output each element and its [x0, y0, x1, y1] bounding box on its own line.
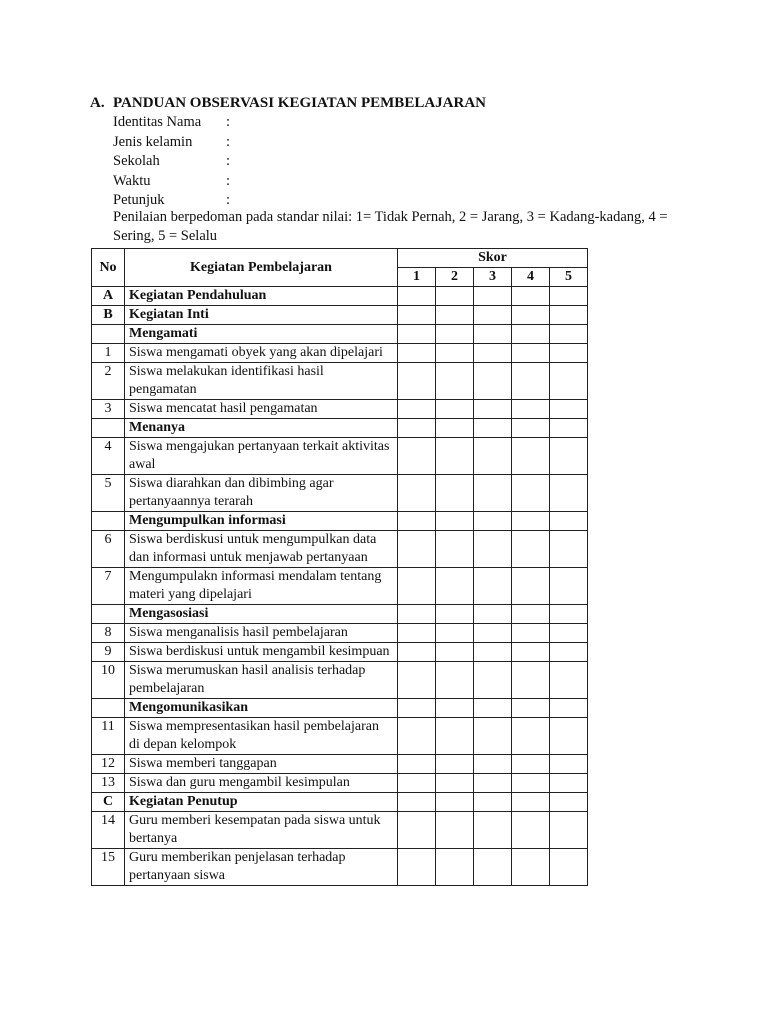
activity-description: Siswa dan guru mengambil kesimpulan [125, 774, 398, 793]
score-cell-2[interactable] [436, 419, 474, 438]
row-number: 13 [92, 774, 125, 793]
row-number [92, 699, 125, 718]
score-cell-3[interactable] [474, 718, 512, 755]
score-cell-2[interactable] [436, 512, 474, 531]
table-row [92, 699, 588, 718]
score-cell-2[interactable] [436, 793, 474, 812]
row-number: 7 [92, 568, 125, 605]
section-row-label: Kegiatan Pendahuluan [125, 287, 398, 306]
row-number [92, 512, 125, 531]
header-score: Skor [398, 249, 588, 268]
score-cell-4[interactable] [512, 718, 550, 755]
identity-row-name [113, 113, 230, 133]
row-number: 5 [92, 475, 125, 512]
score-cell-1[interactable] [398, 755, 436, 774]
section-title: PANDUAN OBSERVASI KEGIATAN PEMBELAJARAN [113, 95, 486, 111]
score-cell-4[interactable] [512, 605, 550, 624]
header-score-4: 4 [512, 268, 550, 287]
score-cell-3[interactable] [474, 793, 512, 812]
score-cell-4[interactable] [512, 568, 550, 605]
table-row [92, 438, 588, 475]
score-cell-3[interactable] [474, 774, 512, 793]
table-row [92, 662, 588, 699]
score-cell-1[interactable] [398, 531, 436, 568]
row-number: 15 [92, 849, 125, 886]
score-cell-1[interactable] [398, 718, 436, 755]
table-row [92, 774, 588, 793]
identity-label: Sekolah [113, 153, 160, 169]
score-cell-3[interactable] [474, 699, 512, 718]
section-heading [90, 94, 486, 112]
identity-separator: : [226, 153, 231, 169]
observation-table [91, 248, 588, 886]
score-cell-4[interactable] [512, 512, 550, 531]
score-cell-5[interactable] [550, 419, 588, 438]
score-cell-1[interactable] [398, 568, 436, 605]
table-row [92, 605, 588, 624]
score-cell-1[interactable] [398, 793, 436, 812]
score-cell-2[interactable] [436, 363, 474, 400]
score-cell-2[interactable] [436, 812, 474, 849]
identity-label: Petunjuk [113, 192, 165, 208]
score-cell-3[interactable] [474, 400, 512, 419]
score-cell-4[interactable] [512, 849, 550, 886]
header-score-3: 3 [474, 268, 512, 287]
score-cell-4[interactable] [512, 812, 550, 849]
section-row-label: Kegiatan Inti [125, 306, 398, 325]
table-row [92, 306, 588, 325]
score-cell-3[interactable] [474, 643, 512, 662]
score-cell-4[interactable] [512, 438, 550, 475]
section-row-label: Mengomunikasikan [125, 699, 398, 718]
score-cell-5[interactable] [550, 643, 588, 662]
score-cell-5[interactable] [550, 812, 588, 849]
score-cell-1[interactable] [398, 643, 436, 662]
score-cell-2[interactable] [436, 568, 474, 605]
score-cell-1[interactable] [398, 812, 436, 849]
score-cell-4[interactable] [512, 400, 550, 419]
activity-description: Siswa mengajukan pertanyaan terkait aktivitas awal [125, 438, 398, 475]
score-cell-5[interactable] [550, 363, 588, 400]
score-cell-4[interactable] [512, 774, 550, 793]
score-cell-2[interactable] [436, 344, 474, 363]
score-cell-1[interactable] [398, 400, 436, 419]
table-row [92, 643, 588, 662]
table-row [92, 793, 588, 812]
score-cell-5[interactable] [550, 755, 588, 774]
table-row [92, 755, 588, 774]
section-row-label: Menanya [125, 419, 398, 438]
table-row [92, 475, 588, 512]
score-cell-4[interactable] [512, 363, 550, 400]
table-row [92, 344, 588, 363]
score-cell-1[interactable] [398, 419, 436, 438]
row-number: 8 [92, 624, 125, 643]
row-number: 4 [92, 438, 125, 475]
score-cell-1[interactable] [398, 662, 436, 699]
score-cell-5[interactable] [550, 344, 588, 363]
score-cell-2[interactable] [436, 438, 474, 475]
score-cell-3[interactable] [474, 287, 512, 306]
activity-description: Guru memberi kesempatan pada siswa untuk bertanya [125, 812, 398, 849]
score-cell-1[interactable] [398, 699, 436, 718]
table-row [92, 419, 588, 438]
row-number: 6 [92, 531, 125, 568]
header-activity: Kegiatan Pembelajaran [125, 249, 398, 287]
score-cell-2[interactable] [436, 643, 474, 662]
identity-row-school [113, 152, 230, 172]
identity-separator: : [226, 133, 231, 150]
score-cell-5[interactable] [550, 400, 588, 419]
score-cell-3[interactable] [474, 475, 512, 512]
score-cell-5[interactable] [550, 774, 588, 793]
row-number [92, 605, 125, 624]
score-cell-2[interactable] [436, 624, 474, 643]
activity-description: Mengumpulakn informasi mendalam tentang materi yang dipelajari [125, 568, 398, 605]
identity-separator: : [226, 172, 231, 189]
score-cell-1[interactable] [398, 363, 436, 400]
score-cell-3[interactable] [474, 363, 512, 400]
score-cell-5[interactable] [550, 325, 588, 344]
observation-table-body [92, 287, 588, 886]
score-cell-5[interactable] [550, 793, 588, 812]
score-cell-4[interactable] [512, 419, 550, 438]
table-row [92, 531, 588, 568]
scoring-instruction: Penilaian berpedoman pada standar nilai: 1= Tidak Pernah, 2 = Jarang, 3 = Kadang-kadang, 4 = Sering, 5 = Selalu [113, 209, 668, 244]
score-cell-4[interactable] [512, 531, 550, 568]
row-number: 9 [92, 643, 125, 662]
score-cell-3[interactable] [474, 419, 512, 438]
identity-fields [113, 113, 230, 211]
score-cell-2[interactable] [436, 774, 474, 793]
header-score-2: 2 [436, 268, 474, 287]
score-cell-4[interactable] [512, 624, 550, 643]
section-row-label: Mengumpulkan informasi [125, 512, 398, 531]
header-score-1: 1 [398, 268, 436, 287]
section-row-label: Mengasosiasi [125, 605, 398, 624]
activity-description: Siswa berdiskusi untuk mengumpulkan data dan informasi untuk menjawab pertanyaan [125, 531, 398, 568]
activity-description: Siswa berdiskusi untuk mengambil kesimpuan [125, 643, 398, 662]
table-row [92, 363, 588, 400]
row-number: B [92, 306, 125, 325]
score-cell-4[interactable] [512, 325, 550, 344]
score-cell-5[interactable] [550, 849, 588, 886]
identity-row-gender [113, 133, 230, 153]
score-cell-3[interactable] [474, 849, 512, 886]
score-cell-3[interactable] [474, 325, 512, 344]
table-row [92, 718, 588, 755]
score-cell-5[interactable] [550, 718, 588, 755]
score-cell-1[interactable] [398, 774, 436, 793]
score-cell-1[interactable] [398, 438, 436, 475]
activity-description: Guru memberikan penjelasan terhadap pertanyaan siswa [125, 849, 398, 886]
score-cell-1[interactable] [398, 287, 436, 306]
score-cell-4[interactable] [512, 699, 550, 718]
section-row-label: Kegiatan Penutup [125, 793, 398, 812]
identity-label: Waktu [113, 172, 151, 189]
score-cell-2[interactable] [436, 755, 474, 774]
score-cell-2[interactable] [436, 718, 474, 755]
score-cell-2[interactable] [436, 475, 474, 512]
score-cell-5[interactable] [550, 438, 588, 475]
score-cell-4[interactable] [512, 287, 550, 306]
row-number: 10 [92, 662, 125, 699]
score-cell-1[interactable] [398, 605, 436, 624]
activity-description: Siswa mencatat hasil pengamatan [125, 400, 398, 419]
score-cell-2[interactable] [436, 849, 474, 886]
table-row [92, 512, 588, 531]
score-cell-3[interactable] [474, 605, 512, 624]
activity-description: Siswa menganalisis hasil pembelajaran [125, 624, 398, 643]
identity-label: Identitas Nama [113, 114, 202, 130]
score-cell-4[interactable] [512, 662, 550, 699]
table-row [92, 568, 588, 605]
row-number: C [92, 793, 125, 812]
score-cell-3[interactable] [474, 306, 512, 325]
table-row [92, 287, 588, 306]
score-cell-5[interactable] [550, 568, 588, 605]
score-cell-2[interactable] [436, 699, 474, 718]
score-cell-5[interactable] [550, 306, 588, 325]
score-cell-3[interactable] [474, 568, 512, 605]
score-cell-5[interactable] [550, 287, 588, 306]
score-cell-5[interactable] [550, 605, 588, 624]
table-row [92, 325, 588, 344]
score-cell-2[interactable] [436, 287, 474, 306]
table-row [92, 849, 588, 886]
row-number [92, 325, 125, 344]
score-cell-3[interactable] [474, 531, 512, 568]
table-row [92, 624, 588, 643]
row-number: 14 [92, 812, 125, 849]
score-cell-3[interactable] [474, 344, 512, 363]
row-number: 11 [92, 718, 125, 755]
row-number: 3 [92, 400, 125, 419]
score-cell-3[interactable] [474, 438, 512, 475]
identity-separator: : [226, 114, 231, 130]
score-cell-2[interactable] [436, 306, 474, 325]
activity-description: Siswa mengamati obyek yang akan dipelajari [125, 344, 398, 363]
score-cell-3[interactable] [474, 755, 512, 774]
score-cell-4[interactable] [512, 793, 550, 812]
score-cell-1[interactable] [398, 624, 436, 643]
score-cell-5[interactable] [550, 531, 588, 568]
score-cell-4[interactable] [512, 643, 550, 662]
score-cell-1[interactable] [398, 325, 436, 344]
score-cell-4[interactable] [512, 475, 550, 512]
table-row [92, 812, 588, 849]
row-number [92, 419, 125, 438]
identity-separator: : [226, 192, 231, 208]
score-cell-2[interactable] [436, 400, 474, 419]
score-cell-1[interactable] [398, 306, 436, 325]
row-number: A [92, 287, 125, 306]
score-cell-1[interactable] [398, 344, 436, 363]
score-cell-3[interactable] [474, 812, 512, 849]
score-cell-5[interactable] [550, 475, 588, 512]
identity-row-time [113, 172, 230, 192]
identity-label: Jenis kelamin [113, 133, 193, 150]
score-cell-5[interactable] [550, 662, 588, 699]
activity-description: Siswa merumuskan hasil analisis terhadap pembelajaran [125, 662, 398, 699]
header-no: No [92, 249, 125, 287]
score-cell-2[interactable] [436, 531, 474, 568]
score-cell-3[interactable] [474, 624, 512, 643]
score-cell-5[interactable] [550, 699, 588, 718]
activity-description: Siswa melakukan identifikasi hasil pengamatan [125, 363, 398, 400]
section-row-label: Mengamati [125, 325, 398, 344]
row-number: 12 [92, 755, 125, 774]
row-number: 1 [92, 344, 125, 363]
activity-description: Siswa mempresentasikan hasil pembelajaran di depan kelompok [125, 718, 398, 755]
score-cell-1[interactable] [398, 849, 436, 886]
score-cell-4[interactable] [512, 755, 550, 774]
score-cell-5[interactable] [550, 624, 588, 643]
score-cell-1[interactable] [398, 512, 436, 531]
score-cell-2[interactable] [436, 325, 474, 344]
score-cell-4[interactable] [512, 306, 550, 325]
section-marker: A. [90, 95, 105, 111]
activity-description: Siswa diarahkan dan dibimbing agar pertanyaannya terarah [125, 475, 398, 512]
score-cell-3[interactable] [474, 512, 512, 531]
row-number: 2 [92, 363, 125, 400]
header-score-5: 5 [550, 268, 588, 287]
table-row [92, 400, 588, 419]
score-cell-2[interactable] [436, 605, 474, 624]
score-cell-1[interactable] [398, 475, 436, 512]
score-cell-3[interactable] [474, 662, 512, 699]
score-cell-4[interactable] [512, 344, 550, 363]
score-cell-2[interactable] [436, 662, 474, 699]
activity-description: Siswa memberi tanggapan [125, 755, 398, 774]
score-cell-5[interactable] [550, 512, 588, 531]
